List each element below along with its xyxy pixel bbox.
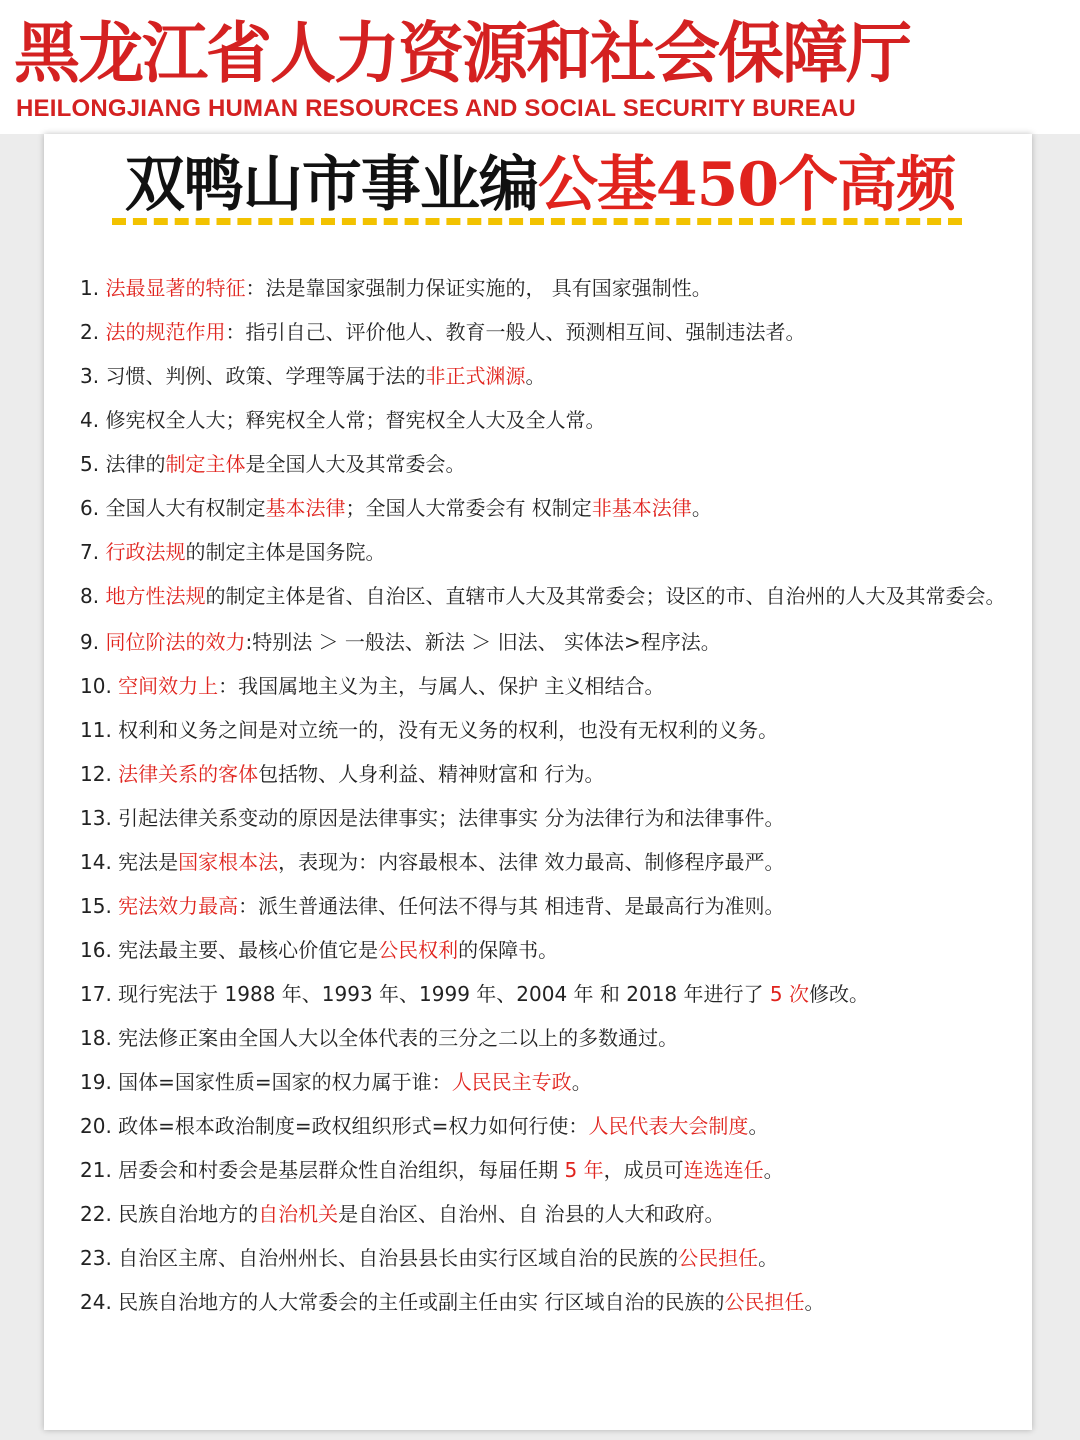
list-item: [80, 1060, 1010, 1104]
highlight-term: 同位阶法的效力: [105, 630, 246, 654]
item-text: 。: [804, 1290, 825, 1314]
item-text: 。: [691, 496, 712, 520]
highlight-term: 制定主体: [165, 452, 246, 476]
item-text: 4. 修宪权全人大；释宪权全人常；督宪权全人大及全人常。: [80, 408, 606, 432]
item-text: ；全国人大常委会有 权制定: [345, 496, 592, 520]
highlight-term: 连选连任: [683, 1158, 764, 1182]
list-item: [80, 1236, 1010, 1280]
highlight-term: 国家根本法: [178, 850, 279, 874]
item-text: 12.: [80, 762, 119, 786]
list-item: [80, 486, 1010, 530]
list-item: [80, 1280, 1010, 1324]
item-text: 8.: [80, 584, 106, 608]
item-text: 21. 居委会和村委会是基层群众性自治组织，每届任期: [80, 1158, 565, 1182]
item-text: ：法是靠国家强制力保证实施的， 具有国家强制性。: [245, 276, 712, 300]
highlight-term: 空间效力上: [118, 674, 219, 698]
item-text: 的制定主体是国务院。: [185, 540, 386, 564]
bureau-name-en: HEILONGJIANG HUMAN RESOURCES AND SOCIAL SECURITY BUREAU: [16, 95, 856, 122]
title-part-black: 双鸭山市事业编: [124, 150, 538, 220]
highlight-term: 地方性法规: [105, 584, 206, 608]
item-text: 24. 民族自治地方的人大常委会的主任或副主任由实 行区域自治的民族的: [80, 1290, 725, 1314]
item-text: 6. 全国人大有权制定: [80, 496, 266, 520]
item-text: 17. 现行宪法于 1988 年、1993 年、1999 年、2004 年 和 2018 年进行了: [80, 982, 770, 1006]
highlight-term: 法最显著的特征: [105, 276, 246, 300]
highlight-term: 自治机关: [258, 1202, 339, 1226]
highlight-term: 基本法律: [265, 496, 346, 520]
highlight-term: 宪法效力最高: [118, 894, 239, 918]
item-text: :特别法 ＞ 一般法、新法 ＞ 旧法、 实体法>程序法。: [245, 630, 721, 654]
item-text: 22. 民族自治地方的: [80, 1202, 259, 1226]
item-text: 16. 宪法最主要、最核心价值它是: [80, 938, 379, 962]
list-item: [80, 1192, 1010, 1236]
highlight-term: 人民民主专政: [451, 1070, 572, 1094]
highlight-term: 行政法规: [105, 540, 186, 564]
list-item: [80, 884, 1010, 928]
list-item: [80, 928, 1010, 972]
item-text: 。: [525, 364, 546, 388]
item-text: 3. 习惯、判例、政策、学理等属于法的: [80, 364, 426, 388]
item-text: 1.: [80, 276, 106, 300]
list-item: [80, 310, 1010, 354]
list-item: [80, 1016, 1010, 1060]
item-text: ：我国属地主义为主，与属人、保护 主义相结合。: [218, 674, 665, 698]
item-text: 。: [763, 1158, 784, 1182]
item-text: ：指引自己、评价他人、教育一般人、预测相互间、强制违法者。: [225, 320, 806, 344]
item-text: 9.: [80, 630, 106, 654]
knowledge-point-list: [80, 266, 1010, 1324]
item-text: 。: [748, 1114, 769, 1138]
title-underline: [112, 218, 962, 225]
bureau-name-cn: 黑龙江省人力资源和社会保障厅: [14, 15, 910, 92]
highlight-term: 法的规范作用: [105, 320, 226, 344]
item-text: 11. 权利和义务之间是对立统一的，没有无义务的权利，也没有无权利的义务。: [80, 718, 779, 742]
list-item: [80, 664, 1010, 708]
list-item: [80, 972, 1010, 1016]
list-item: [80, 530, 1010, 574]
item-text: 修改。: [808, 982, 869, 1006]
item-text: 20. 政体=根本政治制度=政权组织形式=权力如何行使：: [80, 1114, 589, 1138]
list-item: [80, 578, 1010, 614]
list-item: [80, 620, 1010, 664]
item-text: 5. 法律的: [80, 452, 166, 476]
item-text: 。: [571, 1070, 592, 1094]
item-text: 2.: [80, 320, 106, 344]
highlight-term: 人民代表大会制度: [588, 1114, 749, 1138]
header-banner: [0, 0, 1080, 134]
page-title: [0, 140, 1080, 230]
item-text: 是全国人大及其常委会。: [245, 452, 466, 476]
item-text: 10.: [80, 674, 119, 698]
item-text: 19. 国体=国家性质=国家的权力属于谁：: [80, 1070, 452, 1094]
highlight-term: 非基本法律: [591, 496, 692, 520]
item-text: 14. 宪法是: [80, 850, 179, 874]
highlight-term: 公民担任: [678, 1246, 759, 1270]
title-part-red: 公基450个高频: [537, 150, 956, 220]
list-item: [80, 752, 1010, 796]
list-item: [80, 398, 1010, 442]
item-text: 包括物、人身利益、精神财富和 行为。: [258, 762, 605, 786]
highlight-term: 公民权利: [378, 938, 459, 962]
list-item: [80, 1148, 1010, 1192]
item-text: 15.: [80, 894, 119, 918]
item-text: 是自治区、自治州、自 治县的人大和政府。: [338, 1202, 725, 1226]
list-item: [80, 266, 1010, 310]
list-item: [80, 796, 1010, 840]
item-text: ，表现为：内容最根本、法律 效力最高、制修程序最严。: [278, 850, 785, 874]
highlight-term: 5 次: [769, 982, 809, 1006]
list-item: [80, 354, 1010, 398]
item-text: 。: [758, 1246, 779, 1270]
item-text: 23. 自治区主席、自治州州长、自治县县长由实行区域自治的民族的: [80, 1246, 679, 1270]
item-text: 18. 宪法修正案由全国人大以全体代表的三分之二以上的多数通过。: [80, 1026, 679, 1050]
list-item: [80, 1104, 1010, 1148]
item-text: ，成员可: [603, 1158, 684, 1182]
item-text: 的制定主体是省、自治区、直辖市人大及其常委会；设区的市、自治州的人大及其常委会。: [205, 584, 1006, 608]
list-item: [80, 442, 1010, 486]
item-text: 13. 引起法律关系变动的原因是法律事实；法律事实 分为法律行为和法律事件。: [80, 806, 785, 830]
highlight-term: 法律关系的客体: [118, 762, 259, 786]
highlight-term: 非正式渊源: [425, 364, 526, 388]
item-text: 的保障书。: [458, 938, 559, 962]
highlight-term: 5 年: [564, 1158, 604, 1182]
list-item: [80, 840, 1010, 884]
highlight-term: 公民担任: [724, 1290, 805, 1314]
item-text: ：派生普通法律、任何法不得与其 相违背、是最高行为准则。: [238, 894, 785, 918]
list-item: [80, 708, 1010, 752]
item-text: 7.: [80, 540, 106, 564]
